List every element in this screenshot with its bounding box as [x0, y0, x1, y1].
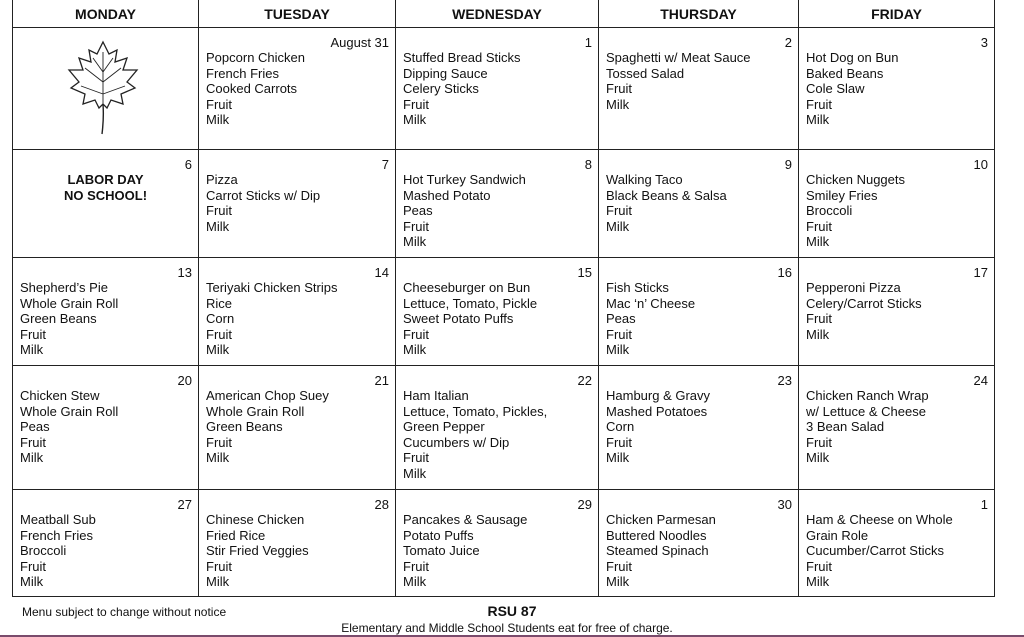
menu-list [599, 28, 798, 112]
date-number: 1 [584, 35, 592, 50]
week-row [13, 490, 995, 597]
menu-item: Green Pepper [403, 419, 485, 435]
day-cell [13, 490, 199, 597]
menu-item: Milk [20, 574, 44, 590]
day-cell [199, 490, 396, 597]
menu-item: Fruit [606, 81, 632, 97]
menu-item: Fruit [206, 326, 232, 342]
menu-item: Milk [606, 342, 630, 358]
menu-item: Fruit [206, 434, 232, 450]
menu-item: Fruit [206, 558, 232, 574]
menu-item: Potato Puffs [403, 527, 474, 543]
day-cell [799, 490, 995, 597]
menu-list [799, 366, 994, 466]
day-cell [13, 150, 199, 258]
menu-item: Hamburg & Gravy [606, 388, 711, 403]
menu-item: Corn [606, 419, 635, 435]
menu-item: Peas [606, 311, 636, 327]
menu-item: Chicken Nuggets [806, 172, 905, 187]
menu-item: Mac ‘n’ Cheese [606, 295, 696, 311]
date-number: 20 [177, 373, 192, 388]
menu-item: Celery Sticks [403, 81, 479, 97]
menu-item: Milk [403, 112, 427, 128]
date-number: 29 [577, 497, 592, 512]
menu-item: Milk [403, 574, 427, 590]
menu-item: Fruit [403, 326, 429, 342]
menu-item: 3 Bean Salad [806, 419, 885, 435]
date-number: 22 [577, 373, 592, 388]
menu-item: Milk [606, 574, 630, 590]
menu-list [599, 366, 798, 466]
date-number: 2 [784, 35, 792, 50]
weekday-header: TUESDAY [199, 0, 396, 28]
menu-item: Milk [403, 342, 427, 358]
day-cell [396, 258, 599, 366]
lunch-menu-calendar [12, 0, 995, 597]
menu-item: Fruit [206, 96, 232, 112]
day-cell [799, 28, 995, 150]
menu-list [396, 150, 598, 250]
date-number: 1 [980, 497, 988, 512]
menu-item: Milk [20, 450, 44, 466]
menu-item: Milk [20, 342, 44, 358]
menu-item: Milk [206, 574, 230, 590]
menu-item: Milk [206, 342, 230, 358]
date-number: 13 [177, 265, 192, 280]
date-number: 27 [177, 497, 192, 512]
week-row [13, 366, 995, 490]
holiday-note-line: NO SCHOOL! [63, 188, 148, 203]
day-cell [396, 150, 599, 258]
menu-list [396, 28, 598, 128]
menu-item: Black Beans & Salsa [606, 187, 727, 203]
menu-item: Hot Turkey Sandwich [403, 172, 526, 187]
menu-item: Fish Sticks [606, 280, 669, 295]
menu-item: Peas [20, 419, 50, 435]
menu-item: Fruit [606, 558, 632, 574]
menu-item: Chicken Ranch Wrap [806, 388, 929, 403]
menu-item: Corn [206, 311, 235, 327]
menu-item: Milk [806, 326, 830, 342]
change-notice: Menu subject to change without notice [22, 605, 227, 619]
date-number: 15 [577, 265, 592, 280]
menu-list [799, 258, 994, 342]
menu-item: Mashed Potato [403, 187, 491, 203]
menu-item: Broccoli [806, 203, 853, 219]
menu-item: Whole Grain Roll [20, 295, 119, 311]
day-cell [199, 150, 396, 258]
menu-item: Milk [403, 465, 427, 481]
menu-item: Steamed Spinach [606, 543, 709, 559]
menu-item: Fruit [403, 218, 429, 234]
menu-item: Green Beans [20, 311, 97, 327]
menu-list [599, 150, 798, 234]
menu-item: Tomato Juice [403, 543, 480, 559]
menu-item: Shepherd’s Pie [20, 280, 108, 295]
menu-item: Sweet Potato Puffs [403, 311, 514, 327]
district-title: RSU 87 [487, 603, 537, 619]
menu-item: Fruit [806, 311, 832, 327]
menu-item: Stuffed Bread Sticks [403, 50, 521, 65]
menu-item: Baked Beans [806, 65, 884, 81]
menu-list [13, 258, 198, 358]
day-cell [599, 258, 799, 366]
menu-item: Popcorn Chicken [206, 50, 305, 65]
day-cell [799, 258, 995, 366]
menu-list [199, 490, 395, 590]
week-row [13, 28, 995, 150]
menu-item: w/ Lettuce & Cheese [806, 403, 926, 419]
menu-item: Smiley Fries [806, 187, 878, 203]
date-number: 7 [381, 157, 389, 172]
menu-item: Ham & Cheese on Whole [806, 512, 953, 527]
menu-item: Milk [606, 218, 630, 234]
menu-list [13, 366, 198, 466]
menu-item: Lettuce, Tomato, Pickles, [403, 403, 548, 419]
menu-item: Fruit [20, 434, 46, 450]
menu-item: Fruit [403, 558, 429, 574]
menu-item: Fruit [606, 203, 632, 219]
menu-item: Milk [206, 450, 230, 466]
menu-item: Green Beans [206, 419, 283, 435]
menu-item: Peas [403, 203, 433, 219]
menu-item: Hot Dog on Bun [806, 50, 899, 65]
date-number: 28 [374, 497, 389, 512]
free-meals-note: Elementary and Middle School Students eat for free of charge. [341, 621, 673, 635]
menu-item: American Chop Suey [206, 388, 329, 403]
day-cell [199, 28, 396, 150]
menu-item: Spaghetti w/ Meat Sauce [606, 50, 751, 65]
menu-item: Mashed Potatoes [606, 403, 708, 419]
menu-item: Fruit [806, 558, 832, 574]
menu-item: Whole Grain Roll [20, 403, 119, 419]
day-cell [799, 150, 995, 258]
menu-item: Chicken Parmesan [606, 512, 716, 527]
day-cell [396, 366, 599, 490]
menu-list [396, 258, 598, 358]
menu-item: Pancakes & Sausage [403, 512, 528, 527]
holiday-note [13, 150, 198, 204]
day-cell [199, 366, 396, 490]
menu-item: Milk [606, 450, 630, 466]
menu-list [799, 490, 994, 590]
menu-list [799, 28, 994, 128]
date-number: 6 [184, 157, 192, 172]
date-number: August 31 [330, 35, 389, 50]
menu-item: Cheeseburger on Bun [403, 280, 531, 295]
menu-item: Milk [806, 112, 830, 128]
menu-list [199, 366, 395, 466]
menu-item: Ham Italian [403, 388, 469, 403]
date-number: 30 [777, 497, 792, 512]
date-number: 24 [973, 373, 988, 388]
menu-list [13, 490, 198, 590]
menu-item: Teriyaki Chicken Strips [206, 280, 338, 295]
weekday-header: FRIDAY [799, 0, 995, 28]
menu-item: Milk [606, 96, 630, 112]
date-number: 14 [374, 265, 389, 280]
menu-item: Meatball Sub [20, 512, 96, 527]
menu-item: Fruit [403, 96, 429, 112]
menu-item: Milk [206, 218, 230, 234]
menu-item: Cucumbers w/ Dip [403, 434, 510, 450]
week-row [13, 258, 995, 366]
menu-item: Milk [403, 234, 427, 250]
menu-item: Fruit [403, 450, 429, 466]
menu-item: Tossed Salad [606, 65, 685, 81]
menu-item: French Fries [20, 527, 93, 543]
menu-item: Fruit [806, 218, 832, 234]
week-row [13, 150, 995, 258]
weekday-header: WEDNESDAY [396, 0, 599, 28]
weekday-header-row [13, 0, 995, 28]
menu-item: Lettuce, Tomato, Pickle [403, 295, 538, 311]
menu-list [199, 150, 395, 234]
menu-item: Chinese Chicken [206, 512, 305, 527]
weekday-header: THURSDAY [599, 0, 799, 28]
menu-item: Celery/Carrot Sticks [806, 295, 922, 311]
menu-item: Grain Role [806, 527, 869, 543]
menu-item: Fruit [806, 96, 832, 112]
date-number: 8 [584, 157, 592, 172]
menu-item: Milk [206, 112, 230, 128]
menu-item: Dipping Sauce [403, 65, 488, 81]
holiday-note-line: LABOR DAY [67, 172, 144, 187]
menu-item: Fruit [20, 326, 46, 342]
menu-item: Fruit [20, 558, 46, 574]
day-cell [199, 258, 396, 366]
menu-item: Rice [206, 295, 233, 311]
day-cell [13, 366, 199, 490]
menu-item: Stir Fried Veggies [206, 543, 309, 559]
menu-item: Cucumber/Carrot Sticks [806, 543, 944, 559]
menu-item: French Fries [206, 65, 279, 81]
menu-item: Milk [806, 574, 830, 590]
menu-list [396, 366, 598, 482]
menu-item: Chicken Stew [20, 388, 100, 403]
day-cell [13, 258, 199, 366]
day-cell [13, 28, 199, 150]
menu-item: Milk [806, 450, 830, 466]
menu-item: Milk [806, 234, 830, 250]
menu-list [599, 258, 798, 358]
menu-list [396, 490, 598, 590]
date-number: 16 [777, 265, 792, 280]
menu-item: Whole Grain Roll [206, 403, 305, 419]
menu-list [799, 150, 994, 250]
menu-item: Pepperoni Pizza [806, 280, 901, 295]
day-cell [396, 28, 599, 150]
date-number: 10 [973, 157, 988, 172]
menu-item: Fried Rice [206, 527, 266, 543]
menu-item: Cole Slaw [806, 81, 865, 97]
maple-leaf-icon [61, 38, 145, 142]
date-number: 3 [980, 35, 988, 50]
date-number: 21 [374, 373, 389, 388]
menu-item: Cooked Carrots [206, 81, 298, 97]
day-cell [599, 150, 799, 258]
day-cell [599, 490, 799, 597]
day-cell [799, 366, 995, 490]
menu-item: Buttered Noodles [606, 527, 707, 543]
menu-list [599, 490, 798, 590]
menu-item: Pizza [206, 172, 238, 187]
menu-item: Fruit [606, 326, 632, 342]
day-cell [396, 490, 599, 597]
weekday-header: MONDAY [13, 0, 199, 28]
menu-item: Fruit [606, 434, 632, 450]
menu-item: Carrot Sticks w/ Dip [206, 187, 321, 203]
day-cell [599, 366, 799, 490]
date-number: 9 [784, 157, 792, 172]
day-cell [599, 28, 799, 150]
menu-item: Fruit [806, 434, 832, 450]
date-number: 17 [973, 265, 988, 280]
menu-list [199, 258, 395, 358]
date-number: 23 [777, 373, 792, 388]
menu-item: Fruit [206, 203, 232, 219]
menu-item: Walking Taco [606, 172, 683, 187]
menu-item: Broccoli [20, 543, 67, 559]
